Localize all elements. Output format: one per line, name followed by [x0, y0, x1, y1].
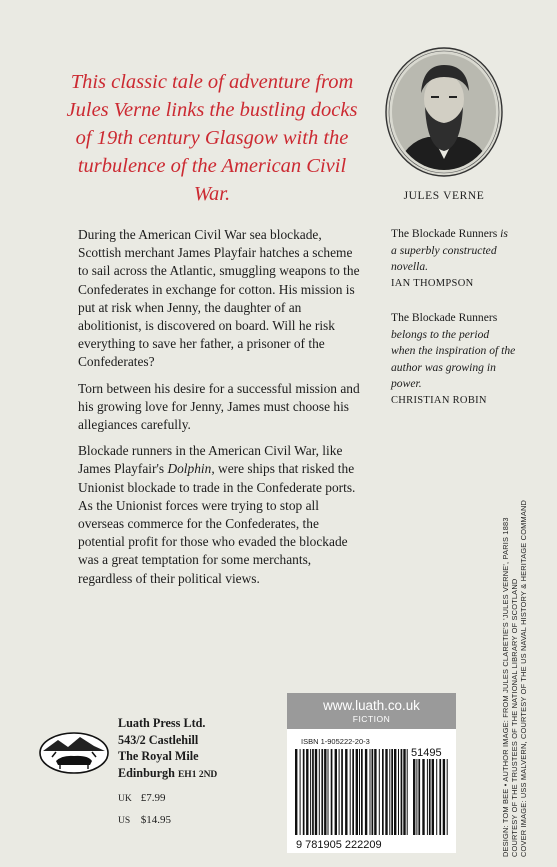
addon-digits: 51495 — [411, 747, 442, 759]
blurb-p3-part-a: Blockade runners in the American Civil War, like James Playfair's — [78, 443, 343, 477]
isbn-text: ISBN 1-905222-20-3 — [301, 737, 370, 746]
blurb-paragraph-2: Torn between his desire for a successful mission and his growing love for Jenny, James must choose his allegiances carefully. — [78, 380, 360, 433]
ean-digits: 9 781905 222209 — [296, 839, 382, 851]
address-city — [118, 765, 217, 784]
barcode-panel — [287, 693, 456, 853]
review-quotes — [391, 226, 516, 427]
genre-label: FICTION — [352, 714, 391, 724]
publisher-name: Luath Press Ltd. — [118, 716, 206, 730]
price-value: $14.95 — [140, 814, 171, 826]
credit-line-2: COURTESY OF THE TRUSTEES OF THE NATIONAL LIBRARY OF SCOTLAND — [510, 578, 519, 857]
price-row — [118, 788, 171, 810]
publisher-address — [118, 715, 217, 783]
quote-attribution: CHRISTIAN ROBIN — [391, 394, 487, 406]
blurb-paragraph-3 — [78, 442, 366, 588]
city: Edinburgh — [118, 765, 175, 780]
price-row — [118, 810, 171, 832]
quote-title: The Blockade Runners — [391, 227, 498, 240]
author-portrait — [383, 47, 505, 177]
quote-text: is a superbly constructed novella. — [391, 227, 508, 273]
quote-attribution: IAN THOMPSON — [391, 277, 474, 289]
addon-barcode-bars — [413, 759, 448, 835]
barcode — [289, 747, 453, 851]
tagline: This classic tale of adventure from Jules Verne links the bustling docks of 19th century Glasgow with the turbulence of the American Civil War. — [66, 71, 358, 205]
prices — [118, 788, 171, 832]
quote-text: belongs to the period when the inspiration of the author was growing in power. — [391, 327, 516, 390]
credit-line-3: COVER IMAGE: USS MALVERN, COURTESY OF THE US NAVAL HISTORY & HERITAGE COMMAND — [519, 499, 528, 857]
review-quote — [391, 226, 516, 292]
ship-name: Dolphin — [167, 461, 212, 477]
address-line: 543/2 Castlehill — [118, 732, 199, 747]
blurb-paragraph-1: During the American Civil War sea blockade, Scottish merchant James Playfair hatches a scheme to sail across the Atlantic, smuggling weapons to the Confederates in exchange for cotton. His mission is put at risk when Jenny, the daughter of an abolitionist, is discovered on board. Will he risk everything to save her father, a prisoner of the Confederates? — [78, 227, 360, 370]
ean-barcode-bars — [295, 749, 408, 835]
review-quote — [391, 310, 516, 409]
quote-title: The Blockade Runners — [391, 311, 498, 324]
blurb-p3-part-b: , were ships that risked the Unionist blockade to trade in the Confederate ports. As the Unionist forces were trying to stop all overseas commerce for the Confederates, the potential profit for those who evaded the blockade was a great temptation for some merchants, regardless of their political views. — [78, 461, 356, 586]
website-url: www.luath.co.uk — [323, 698, 420, 713]
barcode-header — [287, 693, 456, 729]
price-label: US — [118, 816, 131, 826]
address-line: The Royal Mile — [118, 749, 199, 763]
credit-line-1: DESIGN: TOM BEE • AUTHOR IMAGE: FROM JULES CLARETIE'S 'JULES VERNE', PARIS 1883 — [501, 517, 510, 857]
blurb — [78, 226, 366, 596]
portrait-caption: JULES VERNE — [403, 190, 485, 202]
image-credits — [484, 479, 557, 859]
price-value: £7.99 — [140, 792, 166, 804]
luath-logo — [38, 731, 110, 775]
postcode: EH1 2ND — [177, 769, 218, 780]
price-label: UK — [118, 794, 132, 804]
